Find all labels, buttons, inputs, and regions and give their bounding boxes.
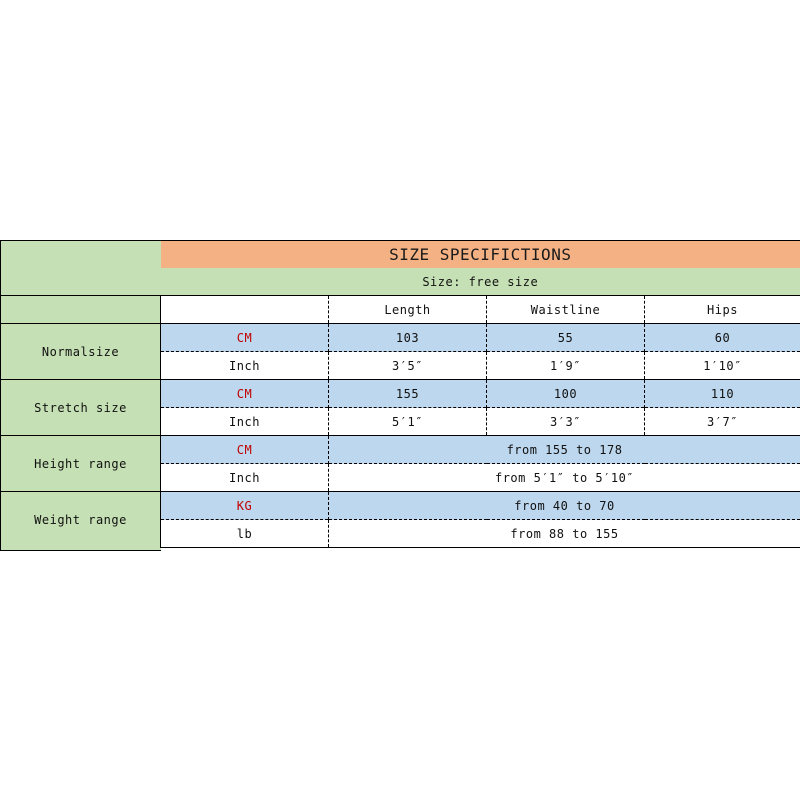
unit-cell: Inch (161, 408, 329, 436)
table-row (1, 324, 800, 352)
title-row (1, 241, 800, 269)
unit-cell: Inch (161, 352, 329, 380)
unit-cell: Inch (161, 464, 329, 492)
header-hips: Hips (645, 296, 800, 324)
unit-cell: lb (161, 520, 329, 548)
value-waistline: 55 (487, 324, 645, 352)
value-hips: 110 (645, 380, 800, 408)
subtitle-row (1, 268, 800, 296)
value-hips: 60 (645, 324, 800, 352)
size-specifications-table-wrapper (0, 240, 800, 551)
value-length: 155 (329, 380, 487, 408)
page-title: SIZE SPECIFICTIONS (161, 241, 800, 269)
table-row (1, 436, 800, 464)
value-waistline: 3′3″ (487, 408, 645, 436)
subtitle-row-spacer (1, 268, 161, 296)
unit-cell: CM (161, 380, 329, 408)
value-span: from 155 to 178 (329, 436, 800, 464)
table-row (1, 380, 800, 408)
free-size-note: Size: free size (161, 268, 800, 296)
header-length: Length (329, 296, 487, 324)
value-length: 5′1″ (329, 408, 487, 436)
unit-cell: KG (161, 492, 329, 520)
value-span: from 5′1″ to 5′10″ (329, 464, 800, 492)
header-blank-cell (1, 296, 161, 324)
value-span: from 88 to 155 (329, 520, 800, 548)
table-row (1, 492, 800, 520)
bottom-edge-row (1, 548, 800, 551)
value-waistline: 100 (487, 380, 645, 408)
bottom-edge-spacer (161, 548, 800, 551)
header-waistline: Waistline (487, 296, 645, 324)
row-label-height-range: Height range (1, 436, 161, 492)
column-header-row (1, 296, 800, 324)
value-span: from 40 to 70 (329, 492, 800, 520)
bottom-edge-label (1, 548, 161, 551)
size-specifications-table (0, 240, 800, 551)
value-length: 3′5″ (329, 352, 487, 380)
value-hips: 1′10″ (645, 352, 800, 380)
row-label-weight-range: Weight range (1, 492, 161, 548)
unit-cell: CM (161, 324, 329, 352)
value-length: 103 (329, 324, 487, 352)
title-row-spacer (1, 241, 161, 269)
value-waistline: 1′9″ (487, 352, 645, 380)
row-label-stretch-size: Stretch size (1, 380, 161, 436)
unit-cell: CM (161, 436, 329, 464)
row-label-normalsize: Normalsize (1, 324, 161, 380)
value-hips: 3′7″ (645, 408, 800, 436)
header-unit-cell (161, 296, 329, 324)
